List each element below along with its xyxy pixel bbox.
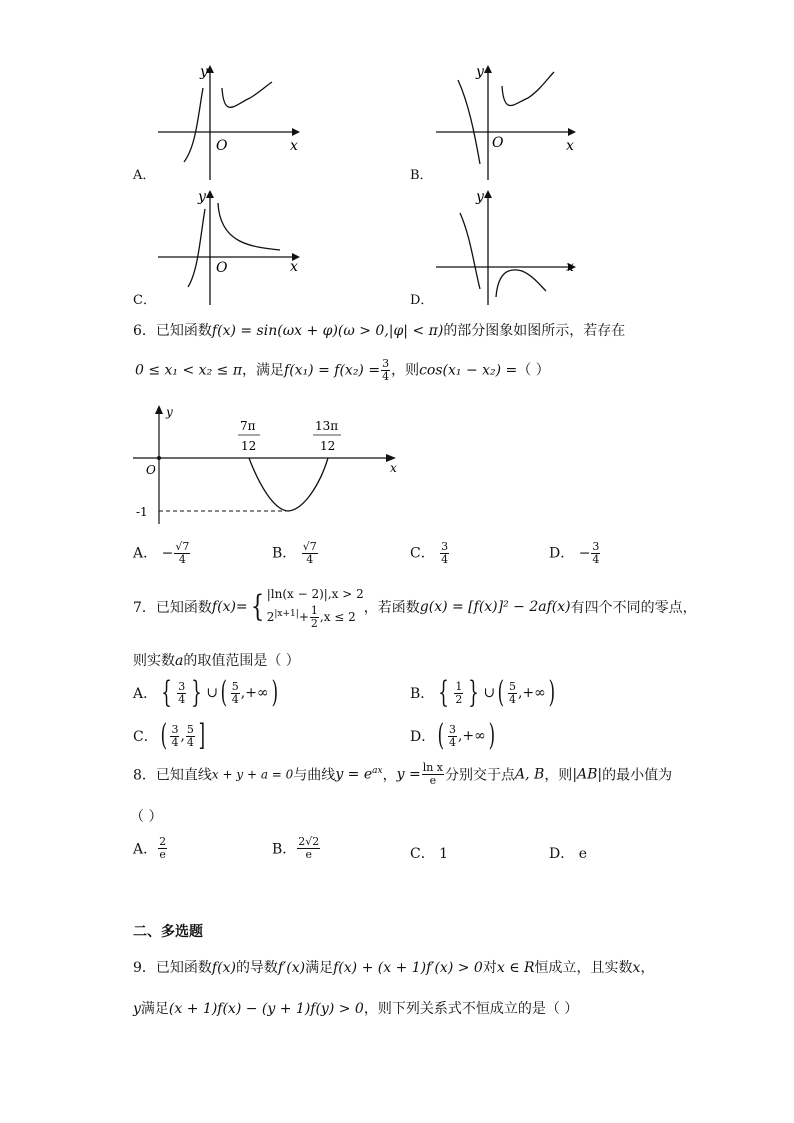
origin-label: O	[216, 260, 228, 276]
q6-sine-graph	[128, 402, 403, 527]
q7-option-a[interactable]: A． { $\frac{3}{4}$ } ∪( $\frac{5}{4}$ ,+∞)	[133, 675, 278, 710]
tick-7pi-num: 7π	[240, 419, 256, 433]
equation-expr: f(x₁) = f(x₂) =	[284, 362, 381, 379]
x-axis-label: x	[290, 259, 298, 275]
question-number: 7．	[133, 600, 156, 616]
q6-option-a[interactable]: A． − $\frac{√7}{4}$	[133, 540, 190, 566]
question-number: 6．	[133, 323, 156, 339]
graph-option-c	[150, 185, 310, 310]
q7-option-d[interactable]: D．( $\frac{3}{4}$ ,+∞)	[410, 718, 495, 753]
curve-right	[218, 203, 280, 250]
fraction: $\frac{3}{4}$	[382, 357, 390, 383]
answer-paren: （ ）	[517, 362, 550, 379]
neg-one-label: -1	[136, 505, 148, 519]
curve-left	[188, 209, 205, 287]
curve-right	[222, 82, 272, 107]
x-axis-label: x	[390, 461, 397, 475]
question-6-line-1	[133, 320, 625, 340]
graph-option-b	[428, 60, 588, 185]
origin-label: O	[216, 138, 228, 154]
q8-option-b[interactable]: B． $\frac{2√2}{e}$	[272, 835, 320, 861]
curve-left	[460, 213, 480, 289]
function-expr: f(x) = sin(ωx + φ)(ω > 0,|φ| < π)	[211, 323, 444, 339]
option-label-a: A．	[133, 168, 156, 183]
q8-option-a[interactable]: A． $\frac{2}{e}$	[133, 835, 167, 861]
curve-left	[458, 80, 480, 164]
question-number: 8．	[133, 767, 156, 784]
question-9-line-1: 9．已知函数f(x)的导数f′(x)满足f(x) + (x + 1)f′(x) > 0对x ∈ R恒成立，且实数x，	[133, 960, 655, 976]
x-axis-label: x	[566, 259, 574, 275]
y-axis-label: y	[200, 64, 208, 80]
graph-option-d	[428, 185, 588, 310]
stem-text: 已知函数	[155, 323, 212, 339]
option-label-b: B．	[410, 168, 433, 183]
q8-option-d[interactable]: D． e	[549, 846, 587, 862]
cos-expr: cos(x₁ − x₂) =	[419, 362, 518, 379]
q8-option-c[interactable]: C． 1	[410, 846, 449, 862]
y-axis-label: y	[476, 64, 484, 80]
condition-expr: 0 ≤ x₁ < x₂ ≤ π	[135, 362, 243, 379]
q6-option-b[interactable]: B． $\frac{√7}{4}$	[272, 540, 317, 566]
q7-option-b[interactable]: B． { $\frac{1}{2}$ } ∪( $\frac{5}{4}$ ,+∞)	[410, 675, 555, 710]
tick-7pi-den: 12	[241, 439, 257, 453]
tick-13pi-num: 13π	[315, 419, 339, 433]
q6-option-d[interactable]: D． − $\frac{3}{4}$	[549, 540, 600, 566]
q6-option-c[interactable]: C． $\frac{3}{4}$	[410, 540, 449, 566]
question-9-line-2: y满足(x + 1)f(x) − (y + 1)f(y) > 0，则下列关系式不恒成立的是（ ）	[133, 1001, 579, 1017]
curve-right	[502, 72, 554, 106]
q7-option-c[interactable]: C．( $\frac{3}{4}$ , $\frac{5}{4}$ ]	[133, 718, 205, 753]
origin-label: O	[492, 135, 504, 151]
option-label-d: D．	[410, 293, 434, 308]
question-8-line-1: 8．已知直线x + y + a = 0与曲线$y = e^{ax}$，y = $\frac{\text{ln x}}{e}$ 分别交于点A, B，则|AB|的最小值为	[133, 761, 673, 787]
section-title: 二、多选题	[133, 924, 203, 940]
stem-text: 的部分图象如图所示，若存在	[443, 323, 626, 339]
x-axis-label: x	[290, 138, 298, 154]
question-7-line-2: 则实数a的取值范围是（ ）	[133, 653, 300, 669]
curve-left	[184, 88, 203, 162]
sine-trough	[249, 458, 328, 511]
tick-13pi-den: 12	[320, 439, 336, 453]
y-axis-label: y	[198, 189, 206, 205]
piecewise-cases: |ln(x − 2)|,x > 2 $2^{|x+1|}+$ $\frac{1}{2}$ ,x ≤ 2	[266, 587, 364, 630]
question-8-paren: （ ）	[130, 809, 163, 825]
option-label-c: C．	[133, 293, 156, 308]
graph-option-a	[150, 60, 310, 185]
question-7-line-1: 7．已知函数f(x)={ |ln(x − 2)|,x > 2 $2^{|x+1|}+$ $\frac{1}{2}$ ,x ≤ 2 ，若函数g(x) = [f(x)]² − 2af(x)有四个不同的零点，	[133, 584, 697, 630]
question-number: 9．	[133, 960, 156, 976]
y-axis-label: y	[166, 405, 173, 419]
piecewise-brace: {	[250, 589, 264, 624]
y-axis-label: y	[476, 189, 484, 205]
curve-right	[496, 270, 546, 297]
x-axis-label: x	[566, 138, 574, 154]
question-6-line-2: 0 ≤ x₁ < x₂ ≤ π，满足f(x₁) = f(x₂) = $\frac{3}{4}$ ，则cos(x₁ − x₂) =（ ）	[135, 357, 550, 383]
origin-label: O	[146, 463, 156, 477]
